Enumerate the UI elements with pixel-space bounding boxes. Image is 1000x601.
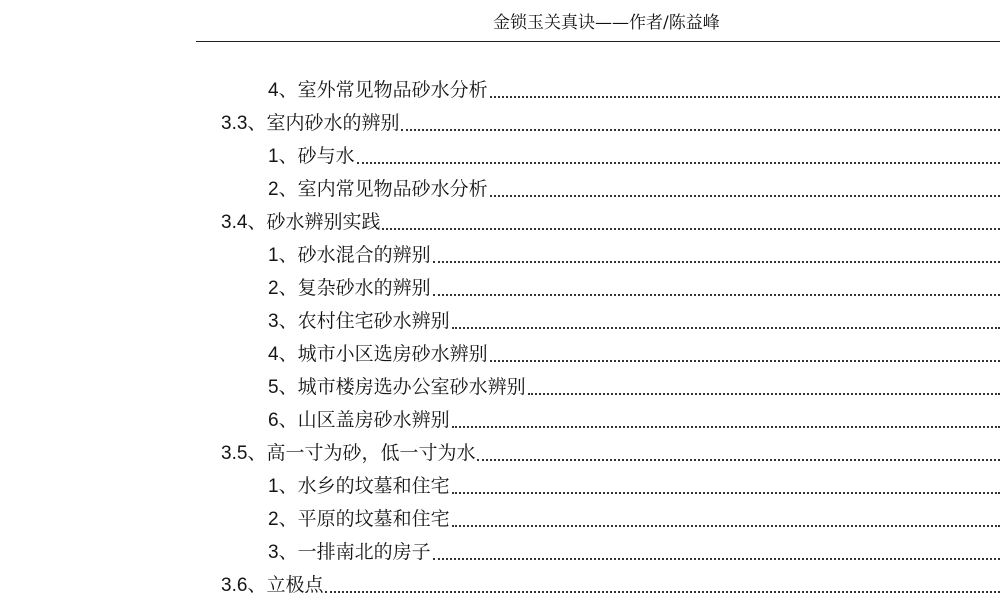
toc-entry-separator: 、 [247, 574, 267, 596]
toc-entry-number: 4 [268, 344, 279, 365]
toc-entry-number: 3.3 [221, 113, 248, 134]
toc-entry-text: 城市楼房选办公室砂水辨别 [297, 376, 526, 398]
toc-dot-leader [452, 327, 1000, 329]
toc-dot-leader [452, 525, 1000, 527]
toc-entry-label [221, 570, 323, 601]
toc-entry-label [268, 339, 488, 370]
toc-dot-leader [528, 393, 1000, 395]
toc-entry-text: 砂水辨别实践 [266, 211, 381, 233]
toc-entry-text: 一排南北的房子 [297, 541, 431, 563]
toc-entry-text: 平原的坟墓和住宅 [297, 508, 450, 530]
toc-subsection-entry[interactable] [0, 76, 1000, 106]
toc-entry-separator: 、 [278, 277, 298, 299]
toc-entry-text: 室内砂水的辨别 [266, 112, 400, 134]
toc-section-entry[interactable] [0, 208, 1000, 238]
page-header-title: 金锁玉关真诀——作者/陈益峰 [493, 13, 720, 33]
toc-dot-leader [382, 228, 1000, 230]
toc-entry-separator: 、 [247, 442, 267, 464]
toc-subsection-entry[interactable] [0, 505, 1000, 535]
toc-subsection-entry[interactable] [0, 307, 1000, 337]
toc-entry-label [268, 471, 450, 502]
toc-entry-text: 砂水混合的辨别 [297, 244, 431, 266]
toc-entry-number: 5 [268, 377, 279, 398]
toc-entry-label [268, 240, 431, 271]
toc-entry-text: 农村住宅砂水辨别 [297, 310, 450, 332]
toc-entry-separator: 、 [278, 409, 298, 431]
toc-entry-separator: 、 [278, 343, 298, 365]
toc-entry-separator: 、 [278, 178, 298, 200]
toc-subsection-entry[interactable] [0, 406, 1000, 436]
toc-entry-label [268, 273, 431, 304]
toc-entry-text: 城市小区选房砂水辨别 [297, 343, 488, 365]
toc-entry-separator: 、 [278, 244, 298, 266]
toc-subsection-entry[interactable] [0, 175, 1000, 205]
toc-dot-leader [401, 129, 1000, 131]
toc-dot-leader [452, 426, 1000, 428]
toc-section-entry[interactable] [0, 439, 1000, 469]
toc-entry-label [268, 141, 355, 172]
toc-entry-text: 山区盖房砂水辨别 [297, 409, 450, 431]
toc-entry-number: 4 [268, 80, 279, 101]
toc-entry-label [268, 372, 526, 403]
toc-entry-number: 2 [268, 179, 279, 200]
toc-entry-number: 2 [268, 509, 279, 530]
toc-subsection-entry[interactable] [0, 538, 1000, 568]
toc-entry-label [268, 504, 450, 535]
toc-entry-number: 3.5 [221, 443, 248, 464]
toc-entry-label [221, 438, 475, 469]
toc-entry-number: 3 [268, 311, 279, 332]
toc-subsection-entry[interactable] [0, 472, 1000, 502]
toc-entry-label [268, 75, 488, 106]
toc-entry-text: 复杂砂水的辨别 [297, 277, 431, 299]
toc-entry-separator: 、 [278, 145, 298, 167]
toc-dot-leader [490, 360, 1000, 362]
toc-entry-label [221, 207, 380, 238]
toc-dot-leader [433, 558, 1000, 560]
toc-subsection-entry[interactable] [0, 340, 1000, 370]
toc-subsection-entry[interactable] [0, 373, 1000, 403]
toc-entry-text: 高一寸为砂，低一寸为水 [266, 442, 476, 464]
toc-entry-number: 3.6 [221, 575, 248, 596]
toc-entry-text: 立极点 [266, 574, 324, 596]
toc-dot-leader [477, 459, 1000, 461]
toc-dot-leader [325, 591, 1000, 593]
toc-entry-text: 室外常见物品砂水分析 [297, 79, 488, 101]
toc-section-entry[interactable] [0, 109, 1000, 139]
toc-entry-label [268, 174, 488, 205]
toc-entry-text: 水乡的坟墓和住宅 [297, 475, 450, 497]
toc-subsection-entry[interactable] [0, 241, 1000, 271]
toc-entry-number: 1 [268, 476, 279, 497]
toc-dot-leader [433, 261, 1000, 263]
toc-dot-leader [357, 162, 1000, 164]
toc-entry-number: 1 [268, 245, 279, 266]
toc-entry-label [268, 405, 450, 436]
toc-entry-number: 3 [268, 542, 279, 563]
toc-dot-leader [452, 492, 1000, 494]
toc-section-entry[interactable] [0, 571, 1000, 601]
toc-entry-separator: 、 [278, 376, 298, 398]
toc-subsection-entry[interactable] [0, 142, 1000, 172]
toc-entry-number: 2 [268, 278, 279, 299]
toc-entry-number: 6 [268, 410, 279, 431]
toc-entry-text: 砂与水 [297, 145, 355, 167]
toc-dot-leader [490, 195, 1000, 197]
toc-entry-separator: 、 [278, 541, 298, 563]
toc-entry-separator: 、 [247, 112, 267, 134]
toc-entry-separator: 、 [247, 211, 267, 233]
toc-dot-leader [490, 96, 1000, 98]
toc-dot-leader [433, 294, 1000, 296]
toc-entry-label [268, 537, 431, 568]
toc-entry-number: 1 [268, 146, 279, 167]
toc-entry-separator: 、 [278, 310, 298, 332]
toc-entry-separator: 、 [278, 79, 298, 101]
toc-subsection-entry[interactable] [0, 274, 1000, 304]
toc-entry-label [268, 306, 450, 337]
toc-entry-text: 室内常见物品砂水分析 [297, 178, 488, 200]
toc-entry-separator: 、 [278, 475, 298, 497]
toc-entry-number: 3.4 [221, 212, 248, 233]
toc-entry-label [221, 108, 399, 139]
toc-entry-separator: 、 [278, 508, 298, 530]
